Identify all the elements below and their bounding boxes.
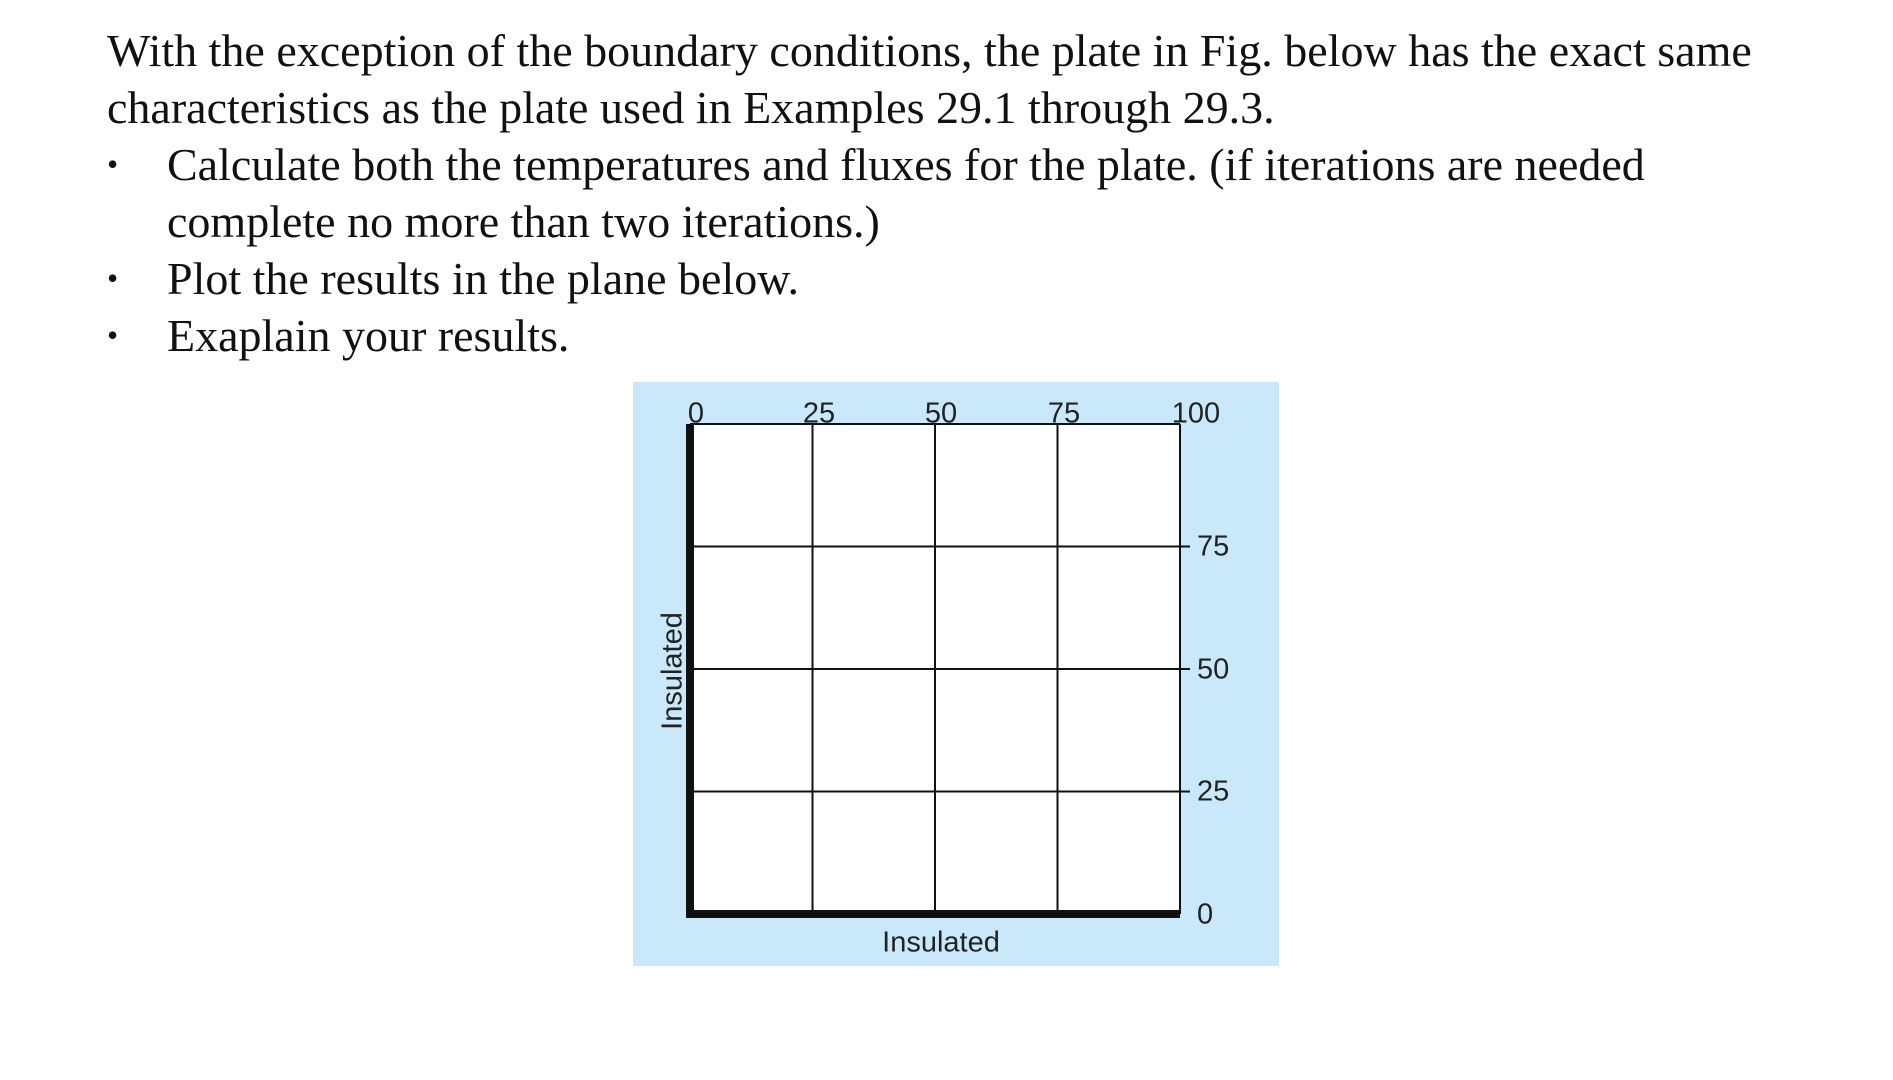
bullet-icon: • [107,146,119,182]
right-boundary-label: 75 [1197,530,1230,563]
top-boundary-label: 0 [687,397,705,430]
plate-diagram [633,382,1279,966]
top-boundary-label: 75 [1047,397,1081,430]
task-item-plot [107,250,1847,307]
right-boundary-label: 50 [1197,653,1230,686]
right-boundary-label: 25 [1197,775,1230,808]
top-boundary-label: 25 [802,397,836,430]
bullet-icon: • [107,317,119,353]
intro-line-2: characteristics as the plate used in Examples 29.1 through 29.3. [107,82,1275,133]
intro-line-1: With the exception of the boundary conditions, the plate in Fig. below has the exact same [107,25,1752,76]
left-insulated-label: Insulated [656,612,689,730]
top-boundary-label: 50 [924,397,958,430]
task-text-line: Calculate both the temperatures and fluxes for the plate. (if iterations are needed [167,139,1645,190]
bottom-insulated-label: Insulated [882,926,1000,959]
problem-statement [107,22,1847,364]
task-text-line: complete no more than two iterations.) [167,196,880,247]
top-boundary-label: 100 [1171,397,1221,430]
plate-figure [633,382,1279,966]
right-boundary-label: 0 [1197,898,1214,931]
task-item-calculate [107,136,1847,250]
task-list [107,136,1847,364]
plate-grid [686,424,1190,918]
task-text-line: Exaplain your results. [167,310,570,361]
task-text-line: Plot the results in the plane below. [167,253,799,304]
bullet-icon: • [107,260,119,296]
task-item-explain [107,307,1847,364]
